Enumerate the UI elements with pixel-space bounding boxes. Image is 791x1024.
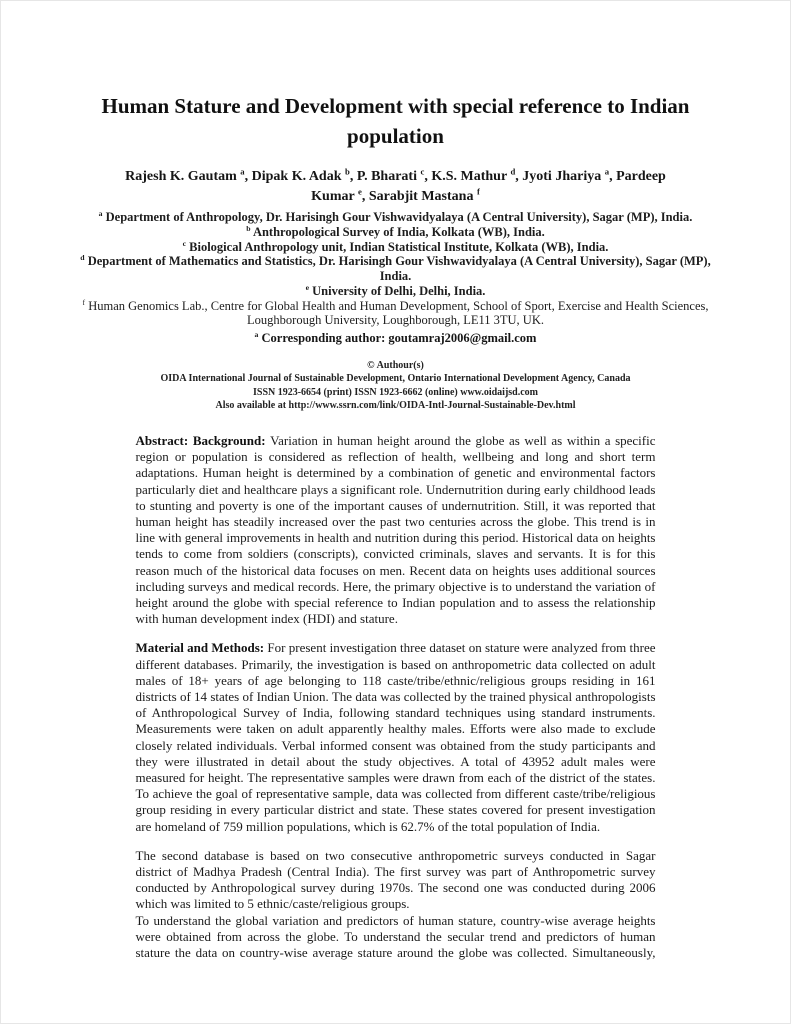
global-variation-text: To understand the global variation and predictors of human stature, country-wise average heights were obtained from across the globe. To understand the secular trend and predictors of human stature the data on country-wise average stature around the globe was collected. Simultaneously, <box>135 912 656 961</box>
author-affiliation-mark: b <box>345 166 350 177</box>
affiliation-mark: a <box>98 209 103 219</box>
author-separator: , <box>244 169 252 185</box>
affiliation-line <box>71 225 721 240</box>
abstract-heading: Abstract: Background: <box>135 432 271 448</box>
affiliation-text: Human Genomics Lab., Centre for Global Health and Human Development, School of Sport, Exercise and Health Sciences, Loughborough University, Loughborough, LE11 3TU, UK. <box>88 298 709 328</box>
affiliation-text: Department of Mathematics and Statistics, Dr. Harisingh Gour Vishwavidyalaya (A Central University), Sagar (MP), India. <box>87 254 711 284</box>
affiliation-line <box>71 284 721 299</box>
author <box>356 166 432 185</box>
author-separator: , <box>515 169 523 185</box>
author-separator: , <box>424 169 432 185</box>
imprint-block <box>1 359 790 412</box>
affiliation-mark: f <box>82 297 86 307</box>
author-name: Sarabjit Mastana <box>368 188 474 204</box>
affiliation-mark: d <box>80 253 85 263</box>
author-list <box>116 167 676 206</box>
author-name: Rajesh K. Gautam <box>125 169 237 185</box>
availability-line: Also available at http://www.ssrn.com/link/OIDA-Intl-Journal-Sustainable-Dev.html <box>215 399 576 411</box>
affiliation-list <box>71 210 721 328</box>
affiliation-mark: c <box>182 238 187 248</box>
author-separator: , <box>361 188 369 204</box>
author-name: K.S. Mathur <box>431 169 507 185</box>
author <box>522 166 617 185</box>
author-separator: , <box>609 169 617 185</box>
methods-text: For present investigation three dataset on stature were analyzed from three different databases. Primarily, the investigation is based on anthropometric data collected on adult males of 18+ years of age belonging to 118 caste/tribe/ethnic/religious groups residing in 161 districts of 14 states of Indian Union. The data was collected by the trained physical anthropologists of Anthropological Survey of India, following standard techniques using standard instruments. Measurements were taken on adult apparently healthy males. Efforts were also made to exclude closely related individuals. Verbal informed consent was obtained from the study participants and they were illustrated in detail about the study objectives. A total of 43952 adult males were measured for height. The representative samples were drawn from each of the district of the states. To achieve the goal of representative sample, data was collected from different caste/tribe/religious group residing in every particular district and state. These states covered for present investigation are homeland of 759 million populations, which is 62.7% of the total population of India. <box>135 640 656 834</box>
affiliation-mark: b <box>246 223 251 233</box>
journal-line: OIDA International Journal of Sustainable Development, Ontario International Development Agency, Canada <box>160 373 631 385</box>
author-affiliation-mark: e <box>357 185 362 196</box>
author-name: P. Bharati <box>356 169 417 185</box>
author <box>368 185 480 204</box>
author-name: Pardeep Kumar <box>311 169 666 204</box>
affiliation-text: Department of Anthropology, Dr. Harisingh Gour Vishwavidyalaya (A Central University), Sagar (MP), India. <box>105 210 693 225</box>
author <box>125 166 252 185</box>
second-database-paragraph <box>136 848 656 913</box>
second-database-text: The second database is based on two consecutive anthropometric surveys conducted in Sagar district of Madhya Pradesh (Central India). The first survey was part of Anthropometric survey conducted by Anthropological survey during 1970s. The second one was conducted during 2006 which was limited to 5 ethnic/caste/religious groups. <box>135 847 656 912</box>
affiliation-line <box>71 210 721 225</box>
author <box>431 166 523 185</box>
author-separator: , <box>349 169 357 185</box>
author-affiliation-mark: a <box>604 166 610 177</box>
affiliation-text: University of Delhi, Delhi, India. <box>312 283 486 298</box>
paper-title: Human Stature and Development with special reference to Indian population <box>101 94 690 149</box>
author-affiliation-mark: d <box>510 166 516 177</box>
abstract-paragraph <box>136 433 656 627</box>
affiliation-line <box>71 299 721 329</box>
corresponding-author-text: Corresponding author: goutamraj2006@gmail.com <box>261 331 537 346</box>
copyright-line: © Authour(s) <box>367 360 424 372</box>
author-name: Dipak K. Adak <box>251 169 342 185</box>
article-body <box>136 433 656 961</box>
affiliation-mark: e <box>305 282 310 292</box>
corresponding-author-mark: a <box>254 330 259 340</box>
methods-paragraph <box>136 640 656 834</box>
author <box>251 166 357 185</box>
author-affiliation-mark: c <box>420 166 425 177</box>
corresponding-author-line <box>1 331 790 346</box>
affiliation-line <box>71 254 721 284</box>
affiliation-line <box>71 240 721 255</box>
author-name: Jyoti Jhariya <box>522 169 602 185</box>
affiliation-text: Biological Anthropology unit, Indian Statistical Institute, Kolkata (WB), India. <box>189 239 609 254</box>
affiliation-text: Anthropological Survey of India, Kolkata (WB), India. <box>252 224 545 239</box>
issn-line: ISSN 1923-6654 (print) ISSN 1923-6662 (online) www.oidaijsd.com <box>252 386 539 398</box>
author-affiliation-mark: f <box>476 185 480 196</box>
author-affiliation-mark: a <box>240 166 245 177</box>
methods-heading: Material and Methods: <box>135 640 268 656</box>
abstract-text: Variation in human height around the globe as well as within a specific region or population is considered as reflection of health, wellbeing and long and short term adaptations. Human height is determined by a combination of genetic and environmental factors particularly diet and healthcare plays a significant role. Undernutrition during early childhood leads to stunting and poverty is one of the important causes of undernutrition. Still, it was reported that human height has steadily increased over the past two centuries across the globe. This trend is in line with general improvements in health and nutrition during this period. Historical data on heights tends to come from soldiers (conscripts), convicted criminals, slaves and servants. It is for this reason much of the historical data focuses on men. Recent data on heights uses additional sources including surveys and medical records. Here, the primary objective is to understand the variation of height around the globe with special reference to Indian population and to assess the relationship with human development index (HDI) and stature. <box>135 432 656 627</box>
global-variation-paragraph <box>136 913 656 962</box>
